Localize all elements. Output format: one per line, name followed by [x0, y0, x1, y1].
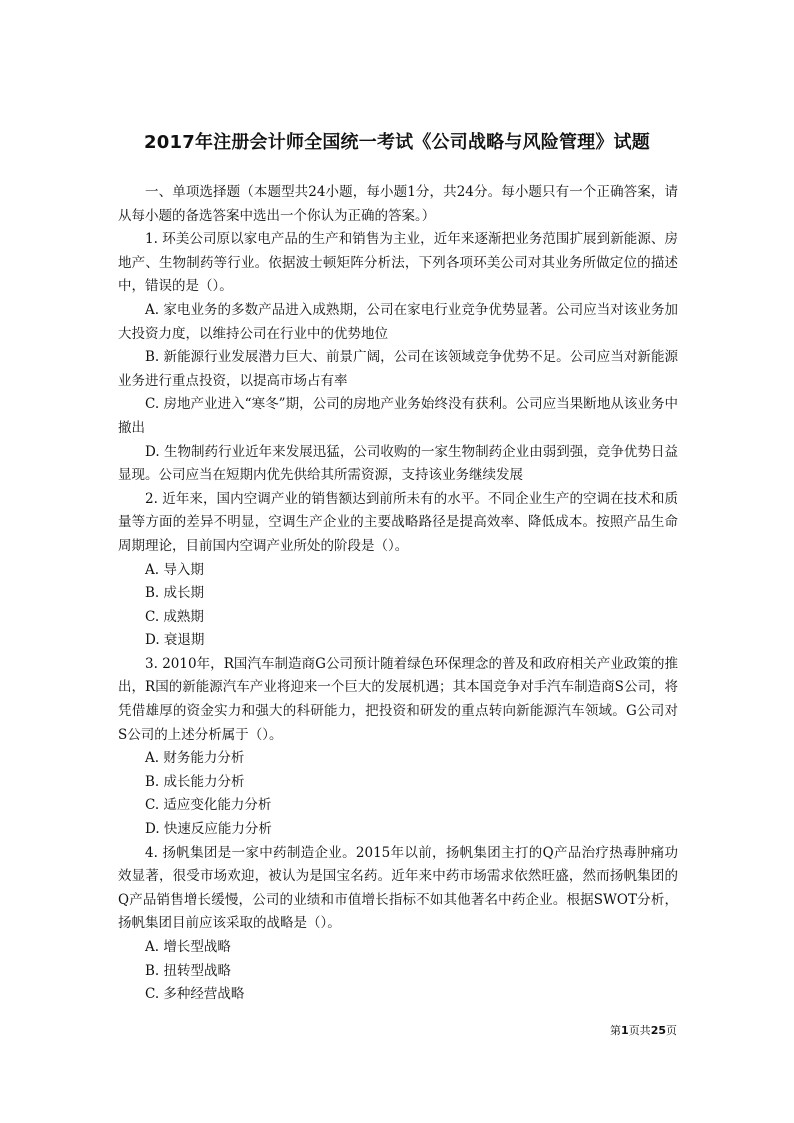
- footer-prefix: 第: [610, 1024, 622, 1037]
- question-3-option-b: B. 成长能力分析: [145, 773, 245, 790]
- question-1-option-d: D. 生物制药行业近年来发展迅猛，公司收购的一家生物制药企业由弱到强，竞争优势日益显现。公司应当在短期内优先供给其所需资源，支持该业务继续发展: [118, 443, 678, 484]
- question-3-option-d: D. 快速反应能力分析: [145, 821, 272, 838]
- question-1-option-c: C. 房地产业进入“寒冬”期，公司的房地产业务始终没有获利。公司应当果断地从该业务中撤出: [118, 396, 678, 436]
- question-4-option-a: A. 增长型战略: [145, 939, 231, 955]
- question-1-option-a: A. 家电业务的多数产品进入成熟期，公司在家电行业竞争优势显著。公司应当对该业务加大投资力度，以维持公司在行业中的优势地位: [118, 301, 678, 342]
- question-3-option-a: A. 财务能力分析: [145, 750, 245, 767]
- section-heading: 一、单项选择题（本题型共24小题，每小题1分，共24分。每小题只有一个正确答案，请从每小题的备选答案中选出一个你认为正确的答案。）: [118, 184, 678, 224]
- question-2-option-d: D. 衰退期: [145, 632, 205, 649]
- question-2-option-c: C. 成熟期: [145, 608, 204, 625]
- page-number-footer: [610, 1022, 677, 1038]
- question-2-option-a: A. 导入期: [145, 561, 204, 578]
- question-4-stem: 4. 扬帆集团是一家中药制造企业。2015年以前，扬帆集团主打的Q产品治疗热毒肿痛功效显著，很受市场欢迎，被认为是国宝名药。近年来中药市场需求依然旺盛，然而扬帆集团的Q产品销售增长缓慢，公司的业绩和市值增长指标不如其他著名中药企业。根据SWOT分析，扬帆集团目前应该采取的战略是（）。: [118, 844, 678, 932]
- question-3-option-c: C. 适应变化能力分析: [145, 797, 272, 814]
- footer-suffix: 页: [666, 1024, 677, 1037]
- question-3-stem: 3. 2010年，R国汽车制造商G公司预计随着绿色环保理念的普及和政府相关产业政策的推出，R国的新能源汽车产业将迎来一个巨大的发展机遇；其本国竞争对手汽车制造商S公司，将凭借雄厚的资金实力和强大的科研能力，把投资和研发的重点转向新能源汽车领域。G公司对S公司的上述分析属于（）。: [118, 655, 678, 743]
- document-body: [118, 181, 678, 1007]
- question-4-option-c: C. 多种经营战略: [145, 986, 245, 1003]
- question-4-option-b: B. 扭转型战略: [145, 962, 232, 979]
- document-title: 2017年注册会计师全国统一考试《公司战略与风险管理》试题: [144, 132, 650, 153]
- question-2-option-b: B. 成长期: [145, 585, 205, 602]
- question-1-option-b: B. 新能源行业发展潜力巨大、前景广阔，公司在该领域竞争优势不足。公司应当对新能源业务进行重点投资，以提高市场占有率: [118, 349, 678, 389]
- footer-current-page: 1: [621, 1024, 629, 1037]
- question-2-stem: 2. 近年来，国内空调产业的销售额达到前所未有的水平。不同企业生产的空调在技术和质量等方面的差异不明显，空调生产企业的主要战略路径是提高效率、降低成本。按照产品生命周期理论，目前国内空调产业所处的阶段是（）。: [118, 490, 678, 554]
- footer-middle: 页共: [628, 1024, 651, 1037]
- footer-total-pages: 25: [650, 1024, 666, 1037]
- question-1-stem: 1. 环美公司原以家电产品的生产和销售为主业，近年来逐渐把业务范围扩展到新能源、房地产、生物制药等行业。依据波士顿矩阵分析法，下列各项环美公司对其业务所做定位的描述中，错误的是（）。: [118, 231, 678, 295]
